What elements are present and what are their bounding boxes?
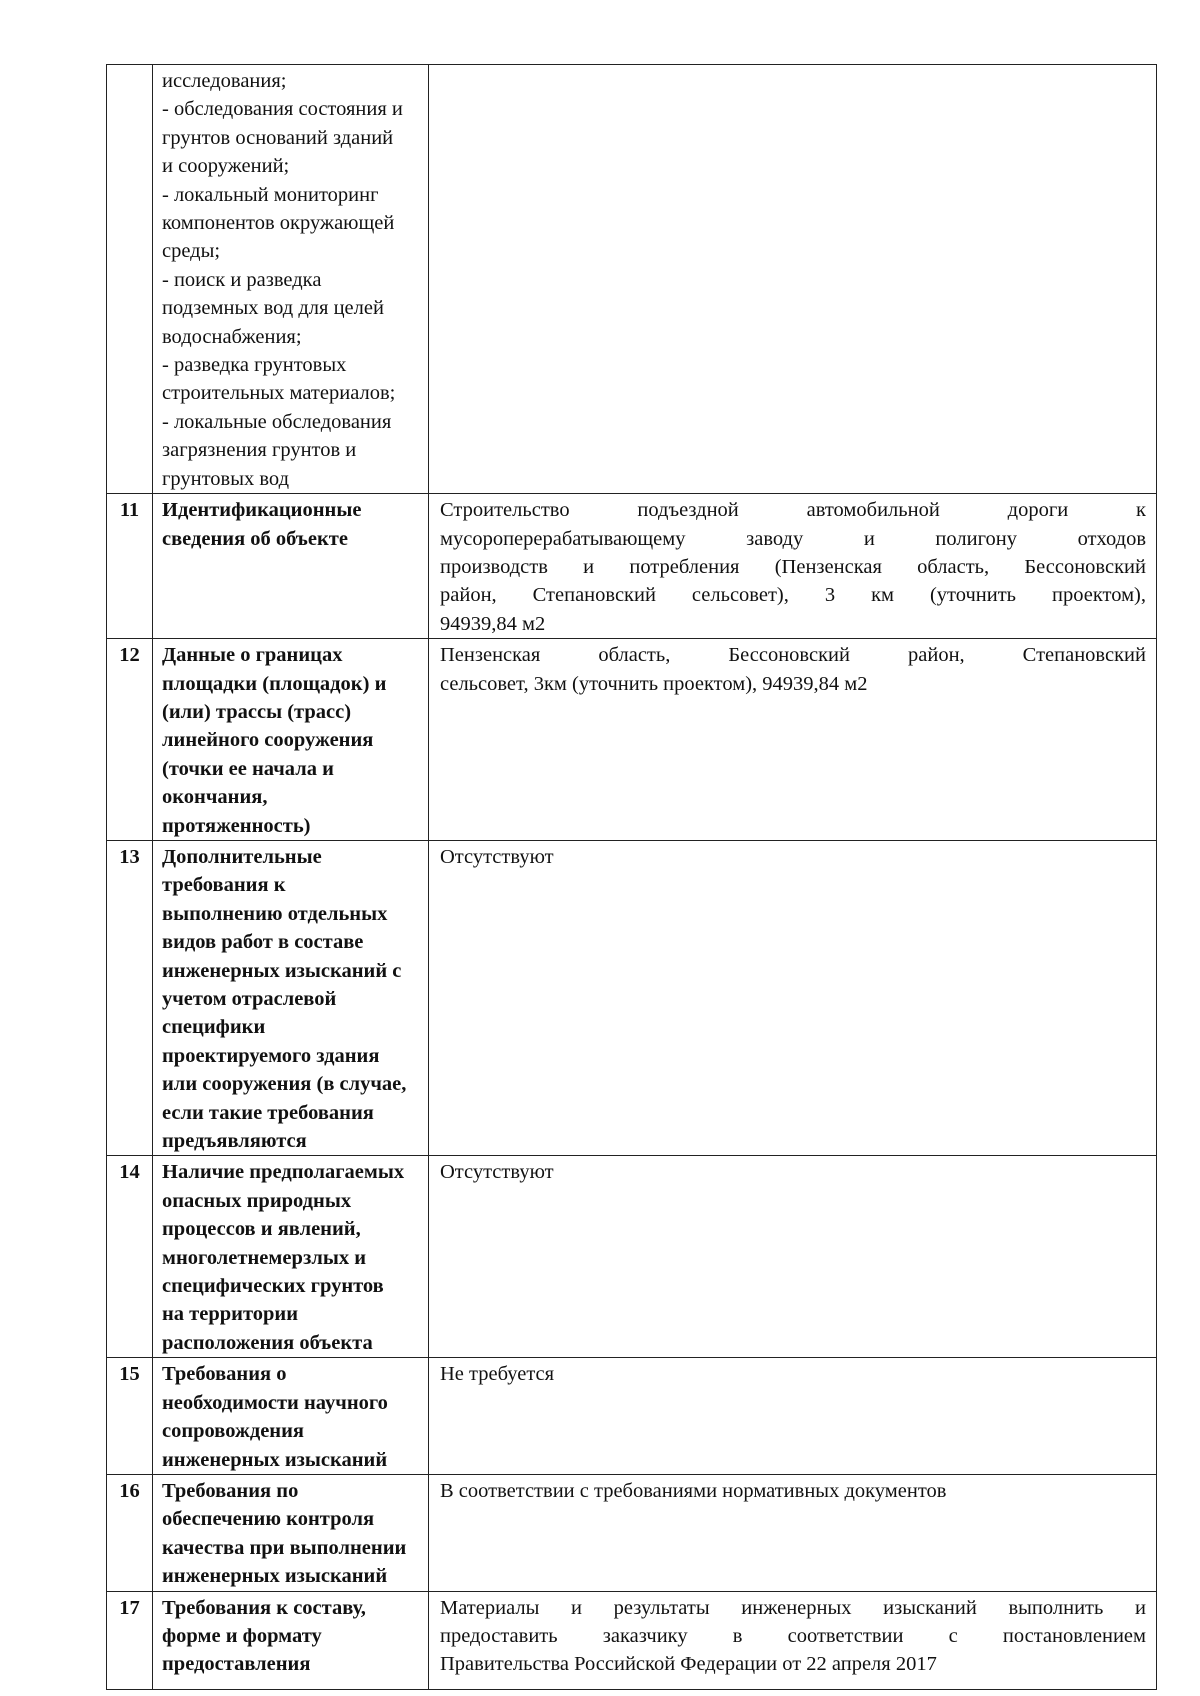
row-name-cell bbox=[153, 1358, 429, 1475]
row-name-line: площадки (площадок) и bbox=[162, 672, 387, 695]
row-name-line: или сооружения (в случае, bbox=[162, 1073, 407, 1096]
row-name-line: грунтов оснований зданий bbox=[162, 126, 394, 149]
row-value-line: В соответствии с требованиями нормативных документов bbox=[440, 1479, 947, 1502]
row-name-line: учетом отраслевой bbox=[162, 988, 337, 1010]
row-name-cell bbox=[153, 1156, 429, 1358]
row-number: 14 bbox=[107, 1156, 153, 1358]
row-value-line: Отсутствуют bbox=[440, 1161, 554, 1184]
table-row bbox=[107, 639, 1157, 841]
table-row bbox=[107, 494, 1157, 639]
row-name-line: специфических грунтов bbox=[162, 1275, 384, 1298]
row-number: 16 bbox=[107, 1474, 153, 1591]
row-name-line: компонентов окружающей bbox=[162, 212, 395, 235]
row-name-line: Идентификационные bbox=[162, 499, 362, 522]
row-name-cell bbox=[153, 1591, 429, 1689]
row-number bbox=[107, 65, 153, 494]
row-value-line: сельсовет, 3км (уточнить проектом), 94939,84 м2 bbox=[440, 672, 868, 695]
row-name-line: - поиск и разведка bbox=[162, 268, 322, 291]
row-name-line: предоставления bbox=[162, 1653, 311, 1676]
row-name-line: сведения об объекте bbox=[162, 527, 348, 550]
row-name-line: окончания, bbox=[162, 786, 268, 809]
row-value-cell bbox=[429, 840, 1157, 1155]
row-value-line: предоставить заказчику в соответствии с постановлением bbox=[440, 1624, 1146, 1647]
row-name-line: - разведка грунтовых bbox=[162, 354, 347, 377]
row-name-line: линейного сооружения bbox=[162, 729, 374, 752]
row-name-line: требования к bbox=[162, 874, 286, 897]
row-value-line: 94939,84 м2 bbox=[440, 612, 546, 635]
row-value-line: Строительство подъездной автомобильной дороги к bbox=[440, 499, 1146, 522]
row-name-line: подземных вод для целей bbox=[162, 297, 384, 320]
row-name-line: если такие требования bbox=[162, 1101, 374, 1124]
row-name-cell bbox=[153, 639, 429, 841]
row-number: 12 bbox=[107, 639, 153, 841]
table-row bbox=[107, 65, 1157, 494]
row-value-line: производств и потребления (Пензенская область, Бессоновский bbox=[440, 555, 1146, 578]
row-name-line: строительных материалов; bbox=[162, 382, 396, 405]
row-name-line: выполнению отдельных bbox=[162, 902, 388, 925]
row-name-line: инженерных изысканий bbox=[162, 1448, 388, 1471]
row-name-line: - обследования состояния и bbox=[162, 98, 403, 121]
requirements-table bbox=[106, 64, 1157, 1690]
table-row bbox=[107, 1156, 1157, 1358]
row-value-line: Не требуется bbox=[440, 1363, 555, 1386]
row-name-line: процессов и явлений, bbox=[162, 1218, 361, 1241]
row-name-line: - локальные обследования bbox=[162, 410, 392, 433]
row-name-line: грунтовых вод bbox=[162, 467, 290, 490]
table-row bbox=[107, 840, 1157, 1155]
row-value-line: Пензенская область, Бессоновский район, Степановский bbox=[440, 644, 1146, 667]
row-name-line: исследования; bbox=[162, 70, 287, 92]
row-value-cell bbox=[429, 1156, 1157, 1358]
row-value-cell bbox=[429, 65, 1157, 494]
row-name-line: Данные о границах bbox=[162, 644, 343, 667]
row-name-line: Дополнительные bbox=[162, 845, 322, 868]
row-name-cell bbox=[153, 1474, 429, 1591]
row-name-line: специфики bbox=[162, 1016, 266, 1039]
table-row bbox=[107, 1358, 1157, 1475]
row-value-cell bbox=[429, 494, 1157, 639]
row-name-line: обеспечению контроля bbox=[162, 1508, 375, 1531]
row-value-cell bbox=[429, 1358, 1157, 1475]
row-name-line: Требования о bbox=[162, 1363, 287, 1386]
row-name-cell bbox=[153, 494, 429, 639]
table-row bbox=[107, 1591, 1157, 1689]
row-name-line: многолетнемерзлых и bbox=[162, 1246, 367, 1269]
row-number: 15 bbox=[107, 1358, 153, 1475]
row-name-line: предъявляются bbox=[162, 1130, 307, 1153]
row-name-line: Требования к составу, bbox=[162, 1596, 366, 1619]
row-value-line: Правительства Российской Федерации от 22 апреля 2017 bbox=[440, 1653, 937, 1676]
row-name-line: (или) трассы (трасс) bbox=[162, 700, 352, 723]
row-name-line: видов работ в составе bbox=[162, 931, 364, 954]
table-row bbox=[107, 1474, 1157, 1591]
row-name-line: опасных природных bbox=[162, 1189, 352, 1212]
row-name-line: - локальный мониторинг bbox=[162, 183, 379, 206]
row-name-line: расположения объекта bbox=[162, 1331, 373, 1354]
row-name-line: инженерных изысканий bbox=[162, 1565, 388, 1588]
row-name-line: (точки ее начала и bbox=[162, 757, 334, 780]
row-number: 13 bbox=[107, 840, 153, 1155]
document-page bbox=[106, 64, 1156, 1676]
row-value-line: Отсутствуют bbox=[440, 845, 554, 868]
row-name-line: Требования по bbox=[162, 1479, 299, 1502]
row-name-line: водоснабжения; bbox=[162, 325, 302, 348]
row-name-line: загрязнения грунтов и bbox=[162, 439, 357, 462]
row-value-line: мусороперерабатывающему заводу и полигону отходов bbox=[440, 527, 1146, 550]
row-name-line: инженерных изысканий с bbox=[162, 959, 402, 982]
row-value-cell bbox=[429, 1474, 1157, 1591]
row-value-cell bbox=[429, 1591, 1157, 1689]
row-name-line: среды; bbox=[162, 240, 221, 263]
row-name-line: проектируемого здания bbox=[162, 1044, 380, 1067]
row-name-line: форме и формату bbox=[162, 1624, 322, 1647]
row-name-line: сопровождения bbox=[162, 1420, 305, 1443]
row-name-line: Наличие предполагаемых bbox=[162, 1161, 405, 1184]
row-value-line: Материалы и результаты инженерных изысканий выполнить и bbox=[440, 1596, 1146, 1619]
row-name-line: и сооружений; bbox=[162, 155, 290, 178]
row-name-line: необходимости научного bbox=[162, 1391, 388, 1414]
row-value-cell bbox=[429, 639, 1157, 841]
row-name-line: протяженность) bbox=[162, 814, 311, 837]
row-number: 17 bbox=[107, 1591, 153, 1689]
row-name-cell bbox=[153, 65, 429, 494]
row-name-line: качества при выполнении bbox=[162, 1536, 407, 1559]
table-body bbox=[107, 65, 1157, 1690]
row-value-line: район, Степановский сельсовет), 3 км (уточнить проектом), bbox=[440, 584, 1146, 607]
row-name-line: на территории bbox=[162, 1303, 299, 1326]
row-number: 11 bbox=[107, 494, 153, 639]
row-name-cell bbox=[153, 840, 429, 1155]
